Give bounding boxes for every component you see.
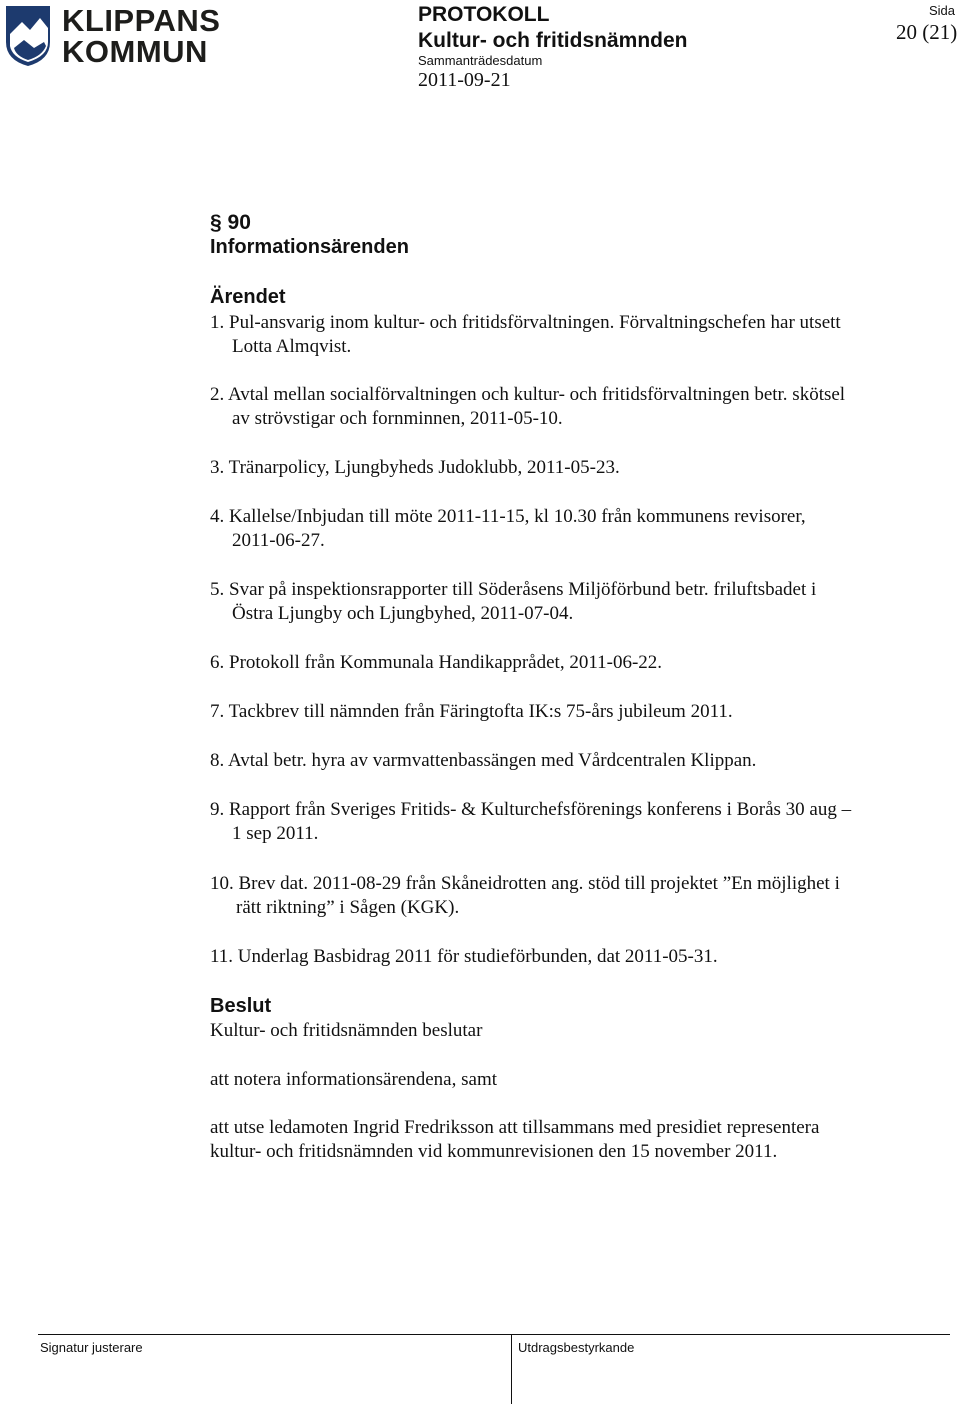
item-line: av strövstigar och fornminnen, 2011-05-10. [232, 408, 563, 429]
item-line: 7. Tackbrev till nämnden från Färingtofta IK:s 75-års jubileum 2011. [210, 701, 733, 722]
item-line: 1. Pul-ansvarig inom kultur- och fritidsförvaltningen. Förvaltningschefen har utsett [210, 312, 841, 333]
section-title: Informationsärenden [210, 236, 409, 258]
decision-intro: Kultur- och fritidsnämnden beslutar [210, 1020, 483, 1041]
list-item [210, 700, 940, 724]
meeting-date-label: Sammanträdesdatum [418, 53, 543, 68]
list-item [210, 945, 940, 969]
decision-paragraph-2-line-1: att utse ledamoten Ingrid Fredriksson att tillsammans med presidiet representera [210, 1117, 820, 1138]
item-line: Östra Ljungby och Ljungbyhed, 2011-07-04. [232, 603, 574, 624]
item-line: 9. Rapport från Sveriges Fritids- & Kulturchefsförenings konferens i Borås 30 aug – [210, 799, 852, 820]
meeting-date: 2011-09-21 [418, 69, 511, 91]
item-line: 2. Avtal mellan socialförvaltningen och kultur- och fritidsförvaltningen betr. skötsel [210, 384, 846, 405]
decision-paragraph-1: att notera informationsärendena, samt [210, 1069, 498, 1090]
list-item [210, 872, 940, 920]
page-label: Sida [929, 3, 956, 18]
extract-label: Utdragsbestyrkande [518, 1340, 635, 1355]
item-line: 3. Tränarpolicy, Ljungbyheds Judoklubb, 2011-05-23. [210, 457, 620, 478]
klippan-coat-of-arms-icon [4, 4, 52, 68]
item-line: 10. Brev dat. 2011-08-29 från Skåneidrotten ang. stöd till projektet ”En möjlighet i [210, 873, 840, 894]
list-item [210, 651, 940, 675]
document-type: PROTOKOLL [418, 3, 550, 26]
page-number: 20 (21) [896, 20, 958, 44]
list-item [210, 383, 940, 431]
list-item [210, 578, 940, 626]
list-item [210, 456, 940, 480]
item-line: 1 sep 2011. [232, 823, 319, 844]
logo-text-line1: KLIPPANS [62, 3, 221, 38]
item-line: Lotta Almqvist. [232, 336, 352, 357]
beslut-heading: Beslut [210, 995, 272, 1017]
item-line: 2011-06-27. [232, 530, 325, 551]
logo-text-line2: KOMMUN [62, 34, 208, 69]
footer-divider [511, 1334, 512, 1404]
arendet-heading: Ärendet [210, 286, 286, 308]
footer-rule [38, 1334, 950, 1335]
municipality-logo [4, 3, 221, 69]
item-line: rätt riktning” i Sågen (KGK). [236, 897, 460, 918]
item-line: 4. Kallelse/Inbjudan till möte 2011-11-15, kl 10.30 från kommunens revisorer, [210, 506, 806, 527]
item-line: 8. Avtal betr. hyra av varmvattenbassängen med Vårdcentralen Klippan. [210, 750, 757, 771]
section-number: § 90 [210, 211, 251, 234]
decision-paragraph-2-line-2: kultur- och fritidsnämnden vid kommunrevisionen den 15 november 2011. [210, 1141, 778, 1162]
list-item [210, 505, 940, 553]
list-item [210, 798, 940, 846]
list-item [210, 749, 940, 773]
signature-label: Signatur justerare [40, 1340, 143, 1355]
board-name: Kultur- och fritidsnämnden [418, 29, 688, 52]
item-line: 6. Protokoll från Kommunala Handikapprådet, 2011-06-22. [210, 652, 663, 673]
item-line: 5. Svar på inspektionsrapporter till Söderåsens Miljöförbund betr. friluftsbadet i [210, 579, 817, 600]
item-line: 11. Underlag Basbidrag 2011 för studieförbunden, dat 2011-05-31. [210, 946, 718, 967]
list-item [210, 311, 940, 359]
